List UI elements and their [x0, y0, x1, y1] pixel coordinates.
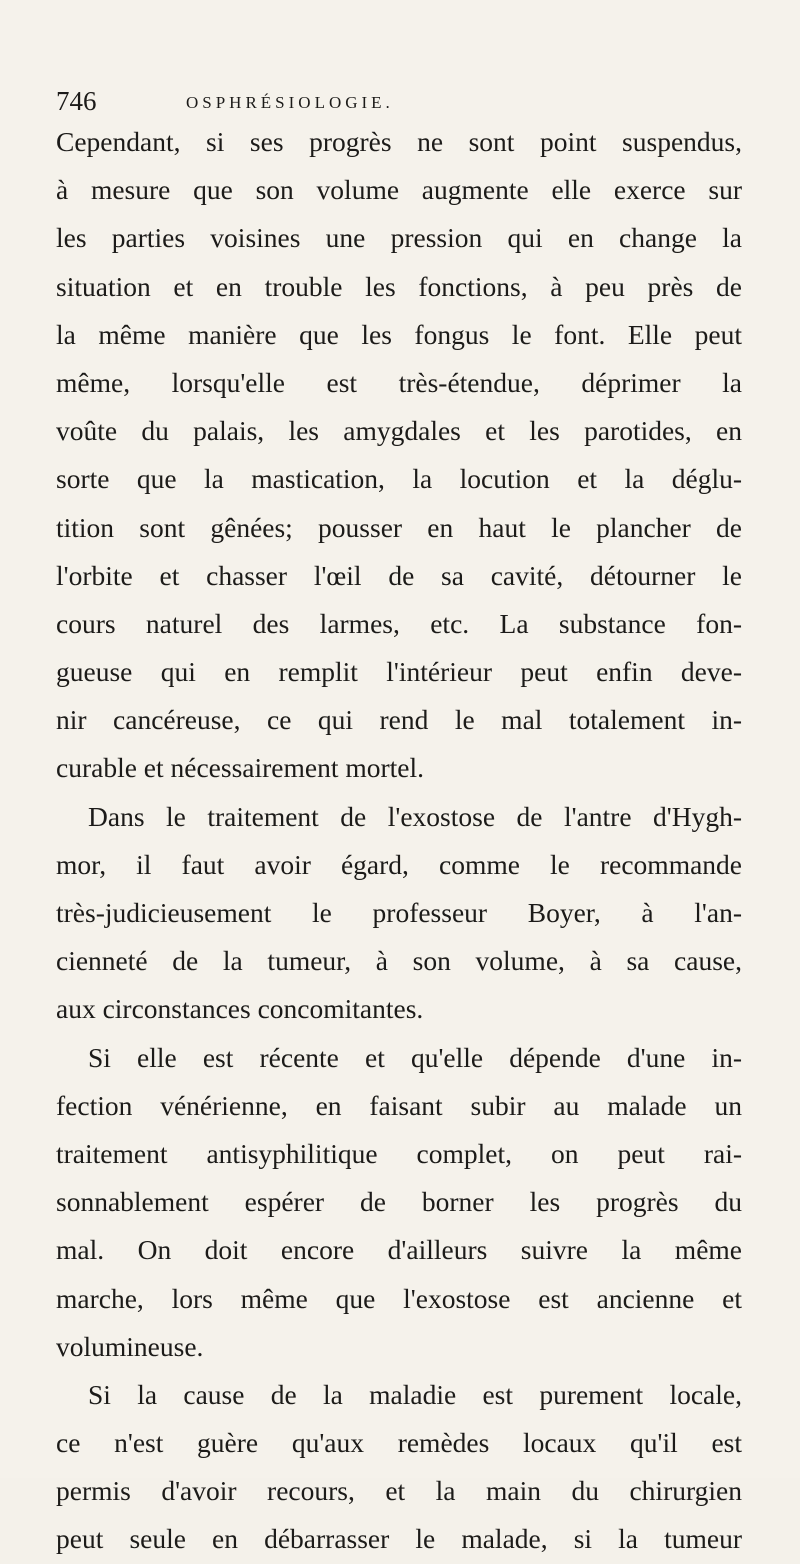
text-line: peut seule en débarrasser le malade, si la tumeur	[56, 1523, 742, 1555]
running-title: OSPHRÉSIOLOGIE.	[186, 93, 394, 112]
text-line: tition sont gênées; pousser en haut le plancher de	[56, 511, 742, 543]
text-line: Cependant, si ses progrès ne sont point suspendus,	[56, 126, 742, 157]
text-line: curable et nécessairement mortel.	[56, 752, 425, 784]
text-line: nir cancéreuse, ce qui rend le mal totalement in-	[56, 704, 742, 736]
text-line: la même manière que les fongus le font. Elle peut	[56, 318, 742, 350]
text-line: cienneté de la tumeur, à son volume, à sa cause,	[56, 945, 742, 977]
text-line: à mesure que son volume augmente elle exerce sur	[56, 174, 742, 206]
text-line: mal. On doit encore d'ailleurs suivre la même	[56, 1234, 742, 1266]
page-number: 746	[56, 86, 97, 116]
text-line: permis d'avoir recours, et la main du chirurgien	[56, 1475, 742, 1507]
text-line: ce n'est guère qu'aux remèdes locaux qu'il est	[56, 1427, 742, 1459]
text-line: fection vénérienne, en faisant subir au malade un	[56, 1089, 742, 1121]
text-line: Dans le traitement de l'exostose de l'antre d'Hygh-	[88, 800, 742, 832]
text-line: les parties voisines une pression qui en change la	[56, 222, 742, 254]
text-line: très-judicieusement le professeur Boyer, à l'an-	[56, 897, 742, 928]
text-line: situation et en trouble les fonctions, à peu près de	[56, 270, 742, 302]
text-line: sonnablement espérer de borner les progrès du	[56, 1186, 742, 1218]
text-line: gueuse qui en remplit l'intérieur peut enfin deve-	[56, 656, 742, 688]
text-line: sorte que la mastication, la locution et la déglu-	[56, 463, 742, 495]
text-line: même, lorsqu'elle est très-étendue, déprimer la	[56, 366, 742, 398]
text-line: traitement antisyphilitique complet, on peut rai-	[56, 1137, 742, 1169]
text-line: voûte du palais, les amygdales et les parotides, en	[56, 415, 742, 447]
text-line: Si elle est récente et qu'elle dépende d'une in-	[88, 1041, 742, 1073]
text-line: Si la cause de la maladie est purement locale,	[88, 1378, 742, 1410]
body-text	[56, 118, 742, 1564]
text-line: mor, il faut avoir égard, comme le recommande	[56, 848, 742, 880]
text-line: cours naturel des larmes, etc. La substance fon-	[56, 607, 742, 639]
text-line: aux circonstances concomitantes.	[56, 993, 424, 1025]
text-line: l'orbite et chasser l'œil de sa cavité, détourner le	[56, 559, 742, 591]
text-line: volumineuse.	[56, 1330, 204, 1362]
text-line: marche, lors même que l'exostose est ancienne et	[56, 1282, 742, 1314]
